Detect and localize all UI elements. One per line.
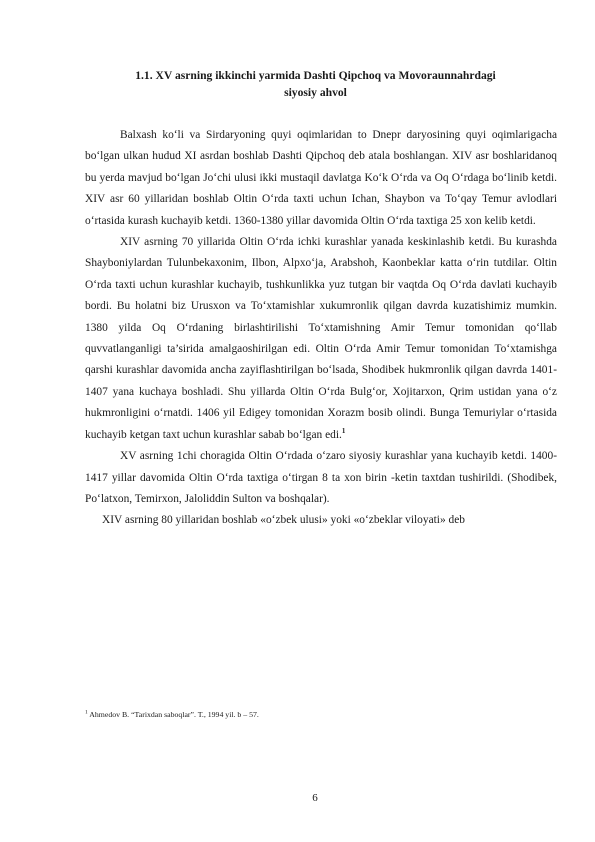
paragraph-2 — [85, 232, 557, 446]
paragraph-4 — [85, 510, 557, 531]
section-heading — [85, 67, 546, 101]
body-text — [85, 125, 557, 532]
paragraph-3 — [85, 446, 557, 510]
paragraph-1-text: Balxash ko‘li va Sirdaryoning quyi oqimlaridan to Dnepr daryosining quyi oqimlarigacha bo‘lgan ulkan hudud XI asrdan boshlab Dashti Qipchoq deb atala boshlangan. XIV asr boshlaridanoq bu yerda mavjud bo‘lgan Jo‘chi ulusi ikki mustaqil davlatga Ko‘k O‘rda va Oq O‘rdaga bo‘linib ketdi. XIV asr 60 yillaridan boshlab Oltin O‘rda taxti uchun Ichan, Shaybon va To‘qay Temur avlodlari o‘rtasida kurash kuchayib ketdi. 1360-1380 yillar davomida Oltin O‘rda taxtiga 25 xon kelib ketdi. — [85, 129, 557, 227]
footnote — [85, 710, 557, 720]
footnote-text: Ahmedov B. “Tarixdan saboqlar”. T., 1994 yil. b – 57. — [89, 710, 259, 719]
paragraph-1 — [85, 125, 557, 232]
paragraph-4-text: XIV asrning 80 yillaridan boshlab «o‘zbek ulusi» yoki «o‘zbeklar viloyati» deb — [102, 514, 465, 527]
paragraph-3-text: XV asrning 1chi choragida Oltin O‘rdada o‘zaro siyosiy kurashlar yana kuchayib ketdi. 1400-1417 yillar davomida Oltin O‘rda taxtiga o‘tirgan 8 ta xon birin -ketin taxtdan tushirildi. (Shodibek, Po‘latxon, Temirxon, Jaloliddin Sulton va boshqalar). — [85, 450, 557, 505]
section-heading-line-2: siyosiy ahvol — [284, 86, 347, 99]
paragraph-2-text: XIV asrning 70 yillarida Oltin O‘rda ichki kurashlar yanada keskinlashib ketdi. Bu kurashda Shayboniylardan Tulunbekaxonim, Ilbon, Alpxo‘ja, Arabshoh, Kaonbeklar katta o‘rin tutdilar. Oltin O‘rda taxti uchun kurashlar kuchayib, tushkunlikka yuz tutgan bir vaqtda Oq O‘rda davlati kuchayib bordi. Bu holatni biz Urusxon va To‘xtamishlar xukumronlik qilgan davrda kuzatishimiz mumkin. 1380 yilda Oq O‘rdaning birlashtirilishi To‘xtamishning Amir Temur tomonidan qo‘llab quvvatlanganligi ta’sirida amalgaoshirilgan edi. Oltin O‘rda Amir Temur tomonidan To‘xtamishga qarshi kurashlar davomida ancha zayiflashtirilgan bo‘lsada, Shodibek hukmronlik qilgan davrda 1401-1407 yana kuchaya boshladi. Shu yillarda Oltin O‘rda Bulg‘or, Xojitarxon, Qrim ustidan yana o‘z hukmronligini o‘rnatdi. 1406 yil Edigey tomonidan Xorazm bosib olindi. Bunga Temuriylar o‘rtasida kuchayib ketgan taxt uchun kurashlar sabab bo‘lgan edi. — [85, 236, 557, 441]
footnote-reference[interactable]: 1 — [341, 426, 346, 435]
page-number: 6 — [312, 792, 318, 804]
footnote-marker: 1 — [85, 709, 88, 716]
section-heading-line-1: 1.1. XV asrning ikkinchi yarmida Dashti Qipchoq va Movoraunnahrdagi — [135, 69, 496, 82]
